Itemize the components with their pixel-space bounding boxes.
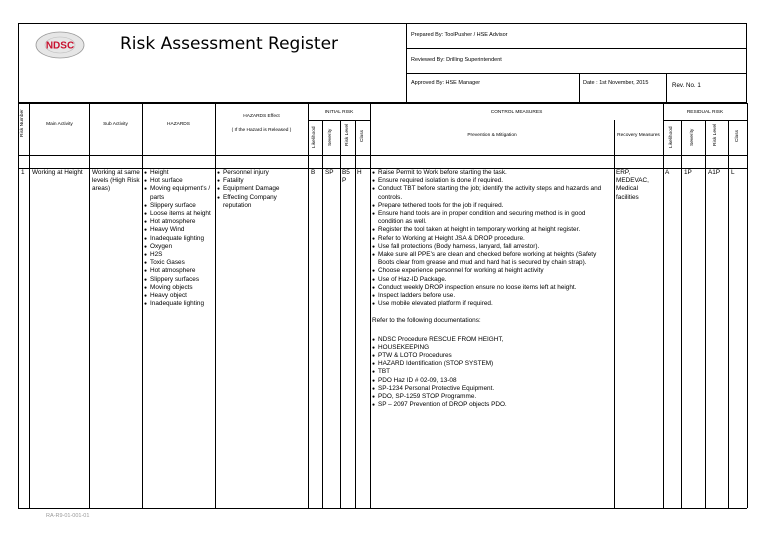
prevention-block bbox=[372, 169, 612, 409]
residual-risk-level: A1P bbox=[708, 169, 721, 176]
list-item: ● Ensure required isolation is done if required. bbox=[372, 177, 612, 185]
document-code: RA-R9-01-001-01 bbox=[46, 513, 90, 519]
col-initial-severity: Severity bbox=[328, 128, 333, 146]
list-item: ● Personnel injury bbox=[217, 169, 307, 177]
hazards-list bbox=[144, 169, 214, 308]
table-rule bbox=[728, 120, 729, 508]
list-item: ● Loose items at height bbox=[144, 210, 214, 218]
table-rule bbox=[308, 103, 309, 508]
list-item: ● PDO, SP-1259 STOP Programme. bbox=[372, 393, 612, 401]
list-item: ● Conduct TBT before starting the job; identify the activity steps and hazards and controls. bbox=[372, 185, 612, 201]
table-rule bbox=[355, 120, 356, 508]
col-residual-class: Class bbox=[735, 130, 740, 142]
header-rule bbox=[406, 48, 747, 49]
risk-number: 1 bbox=[21, 169, 25, 176]
documents-list bbox=[372, 336, 612, 410]
list-item: ● Refer to Working at Height JSA & DROP procedure. bbox=[372, 235, 612, 243]
list-item: ● Slippery surfaces bbox=[144, 276, 214, 284]
table-rule bbox=[747, 103, 748, 508]
list-item: ● HOUSEKEEPING bbox=[372, 344, 612, 352]
list-item: ● Heavy Wind bbox=[144, 226, 214, 234]
residual-class: L bbox=[731, 169, 735, 176]
list-item: ● Use fall protections (Body harness, lanyard, fall arrestor). bbox=[372, 243, 612, 251]
list-item: ● Hot atmosphere bbox=[144, 218, 214, 226]
recovery-measures: ERP, MEDEVAC, Medical facilities bbox=[616, 169, 649, 201]
list-item: ● Inadequate lighting bbox=[144, 300, 214, 308]
list-item: ● Heavy object bbox=[144, 292, 214, 300]
reviewed-by: Reviewed By: Drilling Superintendent bbox=[411, 57, 502, 63]
table-rule bbox=[705, 120, 706, 508]
initial-risk-level: B5 P bbox=[342, 169, 350, 185]
list-item: ● Inadequate lighting bbox=[144, 235, 214, 243]
table-rule bbox=[18, 103, 19, 508]
list-item: ● Choose experience personnel for working at height activity bbox=[372, 267, 612, 275]
residual-severity: 1P bbox=[684, 169, 692, 176]
list-item: ● Moving equipment's / parts bbox=[144, 185, 214, 201]
table-rule bbox=[308, 120, 370, 121]
company-logo bbox=[34, 30, 86, 60]
col-sub-activity: Sub Activity bbox=[103, 122, 128, 127]
list-item: ● SP-1234 Personal Protective Equipment. bbox=[372, 385, 612, 393]
col-control-measures: CONTROL MEASURES bbox=[490, 110, 543, 115]
list-item: ● Toxic Gases bbox=[144, 259, 214, 267]
col-residual-likelihood: Likelihood bbox=[669, 126, 674, 148]
sub-activity: Working at same levels (High Risk areas) bbox=[92, 169, 140, 193]
table-rule bbox=[18, 155, 747, 156]
refer-text: Refer to the following documentations: bbox=[372, 317, 481, 325]
revision-number: Rev. No. 1 bbox=[672, 82, 701, 89]
list-item: ● NDSC Procedure RESCUE FROM HEIGHT, bbox=[372, 336, 612, 344]
list-item: ● Use of Haz-ID Package. bbox=[372, 276, 612, 284]
list-item: ● Hot surface bbox=[144, 177, 214, 185]
list-item: ● Prepare tethered tools for the job if required. bbox=[372, 202, 612, 210]
col-residual-severity: Severity bbox=[690, 128, 695, 146]
list-item: ● Inspect ladders before use. bbox=[372, 292, 612, 300]
header-rule bbox=[406, 73, 747, 74]
list-item: ● Fatality bbox=[217, 177, 307, 185]
col-hazards-effect: HAZARDS Effect bbox=[243, 114, 280, 119]
list-item: ● Conduct weekly DROP inspection ensure no loose items left at height. bbox=[372, 284, 612, 292]
list-item: ● TBT bbox=[372, 368, 612, 376]
list-item: ● Use mobile elevated platform if required. bbox=[372, 300, 612, 308]
list-item: ● Register the tool taken at height in temporary working at height register. bbox=[372, 226, 612, 234]
col-hazards-effect-sub: ( If the Hazard is Released ) bbox=[231, 128, 292, 133]
col-prevention: Prevention & Mitigation bbox=[467, 133, 517, 138]
table-rule bbox=[322, 120, 323, 508]
col-residual-risk-level: Risk Level bbox=[713, 123, 718, 146]
list-item: ● Moving objects bbox=[144, 284, 214, 292]
table-rule bbox=[18, 508, 747, 509]
list-item: ● Raise Permit to Work before starting the task. bbox=[372, 169, 612, 177]
list-item: ● PDO Haz ID # 02-09, 13-08 bbox=[372, 377, 612, 385]
col-recovery: Recovery Measures bbox=[617, 133, 660, 138]
list-item: ● HAZARD Identification (STOP SYSTEM) bbox=[372, 360, 612, 368]
prevention-list bbox=[372, 169, 612, 308]
table-rule bbox=[142, 103, 143, 508]
col-hazards: HAZARDS bbox=[167, 122, 190, 127]
prepared-by: Prepared By: ToolPusher / HSE Advisor bbox=[411, 32, 508, 38]
main-activity: Working at Height bbox=[32, 169, 83, 176]
table-rule bbox=[663, 103, 664, 508]
list-item: ● Make sure all PPE's are clean and checked before working at heights (Safety Boots clear from grease and mud and hard hat is secured by chain strap). bbox=[372, 251, 612, 267]
col-main-activity: Main Activity bbox=[46, 122, 73, 127]
list-item: ● Ensure hand tools are in proper condition and securing method is in good condition as well. bbox=[372, 210, 612, 226]
col-initial-risk-level: Risk Level bbox=[345, 123, 350, 146]
initial-severity: SP bbox=[325, 169, 334, 176]
col-risk-number: Risk Number bbox=[20, 109, 25, 137]
document-date: Date : 1st November, 2015 bbox=[583, 80, 649, 86]
table-rule bbox=[18, 103, 747, 104]
col-initial-risk: INITIAL RISK bbox=[324, 110, 354, 115]
effects-list bbox=[217, 169, 307, 210]
col-residual-risk: RESIDUAL RISK bbox=[686, 110, 724, 115]
table-rule bbox=[340, 120, 341, 508]
table-rule bbox=[89, 103, 90, 508]
approved-by: Approved By: HSE Manager bbox=[411, 80, 481, 86]
table-rule bbox=[215, 103, 216, 508]
list-item: ● Height bbox=[144, 169, 214, 177]
list-item: ● Effecting Company reputation bbox=[217, 194, 307, 210]
table-rule bbox=[370, 103, 371, 508]
table-rule bbox=[29, 103, 30, 508]
list-item: ● Hot atmosphere bbox=[144, 267, 214, 275]
initial-likelihood: B bbox=[311, 169, 316, 176]
list-item: ● PTW & LOTO Procedures bbox=[372, 352, 612, 360]
col-initial-likelihood: Likelihood bbox=[312, 126, 317, 148]
list-item: ● SP – 2097 Prevention of DROP objects PDO. bbox=[372, 401, 612, 409]
logo-text: NDSC bbox=[45, 40, 75, 52]
col-initial-class: Class bbox=[360, 130, 365, 142]
residual-likelihood: A bbox=[665, 169, 670, 176]
table-rule bbox=[681, 120, 682, 508]
table-rule bbox=[614, 120, 615, 508]
initial-class: H bbox=[357, 169, 362, 176]
list-item: ● H2S bbox=[144, 251, 214, 259]
list-item: ● Equipment Damage bbox=[217, 185, 307, 193]
header-divider bbox=[406, 23, 407, 103]
header-divider bbox=[579, 73, 580, 103]
list-item: ● Oxygen bbox=[144, 243, 214, 251]
list-item: ● Slippery surface bbox=[144, 202, 214, 210]
document-title: Risk Assessment Register bbox=[120, 34, 339, 54]
header-divider bbox=[666, 73, 667, 103]
